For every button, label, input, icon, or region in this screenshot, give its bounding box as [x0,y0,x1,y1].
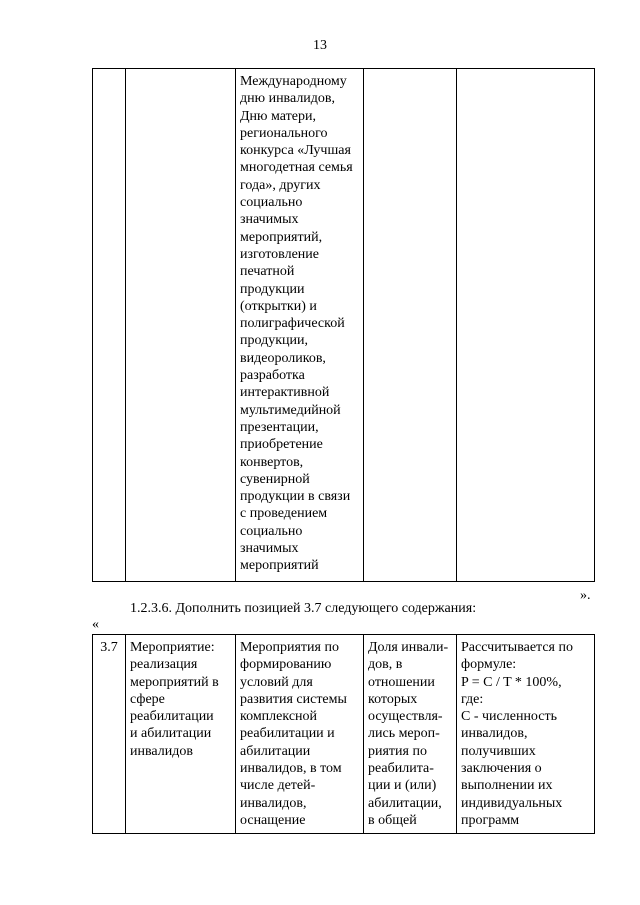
text-line: продукции в связи [240,489,351,505]
text-line: где: [461,691,484,707]
text-line: формуле: [461,657,517,673]
cell-text [236,69,363,575]
text-line: абилитации, [368,795,442,811]
text-line: осуществля- [368,709,443,725]
cell-text [236,635,363,829]
text-line: инвалидов [130,743,193,759]
text-line: числе детей- [240,778,316,794]
position-number: 3.7 [100,640,118,655]
text-line: реализация [130,657,198,673]
text-line: дов, в [368,657,403,673]
text-line: с проведением [240,506,328,522]
table-cell-3 [236,635,364,834]
text-line: сфере [130,691,165,707]
cell-text [457,635,594,829]
text-line: презентации, [240,419,319,435]
text-line: (открытки) и [240,298,317,314]
closing-quote: ». [580,588,591,603]
text-line: изготовление [240,246,319,262]
text-line: программ [461,812,520,828]
text-line: мероприятий, [240,229,323,245]
text-line: печатной [240,264,295,280]
text-line: мероприятий в [130,674,219,690]
paragraph-text: 1.2.3.6. Дополнить позицией 3.7 следующего содержания: [130,601,477,616]
text-line: года», других [240,177,321,193]
text-line: формированию [240,657,332,673]
text-line: оснащение [240,812,306,828]
text-line: Мероприятия по [240,640,339,655]
text-line: интерактивной [240,385,330,401]
table-new-position [92,634,595,834]
text-line: Мероприятие: [130,640,215,655]
text-line: конвертов, [240,454,304,470]
table-row [93,635,595,834]
text-line: реабилитации и [240,726,335,742]
text-line: инвалидов, [461,726,528,742]
table-cell-5 [457,635,595,834]
text-line: P = C / T * 100%, [461,674,562,690]
table-cell-4 [364,69,457,582]
cell-text [364,635,456,829]
text-line: и абилитации [130,726,212,742]
text-line: риятия по [368,743,427,759]
table-cell-5 [457,69,595,582]
text-line: инвалидов, в том [240,761,342,777]
text-line: приобретение [240,437,323,453]
text-line: дню инвалидов, [240,91,336,107]
table-cell-4 [364,635,457,834]
text-line: которых [368,691,418,707]
text-line: мероприятий [240,558,319,574]
text-line: значимых [240,541,299,557]
text-line: Международному [240,74,347,89]
text-line: конкурса «Лучшая [240,143,351,159]
text-line: условий для [240,674,313,690]
text-line: Рассчитывается по [461,640,573,655]
text-line: мультимедийной [240,402,341,418]
text-line: социально [240,523,303,539]
text-line: абилитации [240,743,311,759]
cell-text [126,635,235,760]
text-line: реабилитации [130,709,214,725]
text-line: многодетная семья [240,160,353,176]
text-line: разработка [240,368,305,384]
text-line: индивидуальных [461,795,563,811]
text-line: реабилита- [368,761,434,777]
text-line: полиграфической [240,316,345,332]
table-cell-2 [126,635,236,834]
text-line: социально [240,195,303,211]
text-line: продукции, [240,333,308,349]
table-continuation [92,68,595,582]
table-row [93,69,595,582]
text-line: лись мероп- [368,726,440,742]
text-line: Дню матери, [240,108,316,124]
text-line: значимых [240,212,299,228]
opening-quote: « [92,617,99,632]
table-cell-3 [236,69,364,582]
text-line: получивших [461,743,536,759]
text-line: в общей [368,812,417,828]
text-line: комплексной [240,709,318,725]
text-line: С - численность [461,709,557,725]
text-line: регионального [240,125,328,141]
table-cell-1 [93,69,126,582]
text-line: ции и (или) [368,778,437,794]
text-line: инвалидов, [240,795,307,811]
page-number: 13 [313,38,327,53]
text-line: Доля инвали- [368,640,449,655]
text-line: заключения о [461,761,542,777]
table-cell-num [93,635,126,834]
text-line: продукции [240,281,305,297]
text-line: видеороликов, [240,350,326,366]
text-line: развития системы [240,691,347,707]
text-line: отношении [368,674,435,690]
text-line: сувенирной [240,471,310,487]
text-line: выполнении их [461,778,553,794]
table-cell-2 [126,69,236,582]
